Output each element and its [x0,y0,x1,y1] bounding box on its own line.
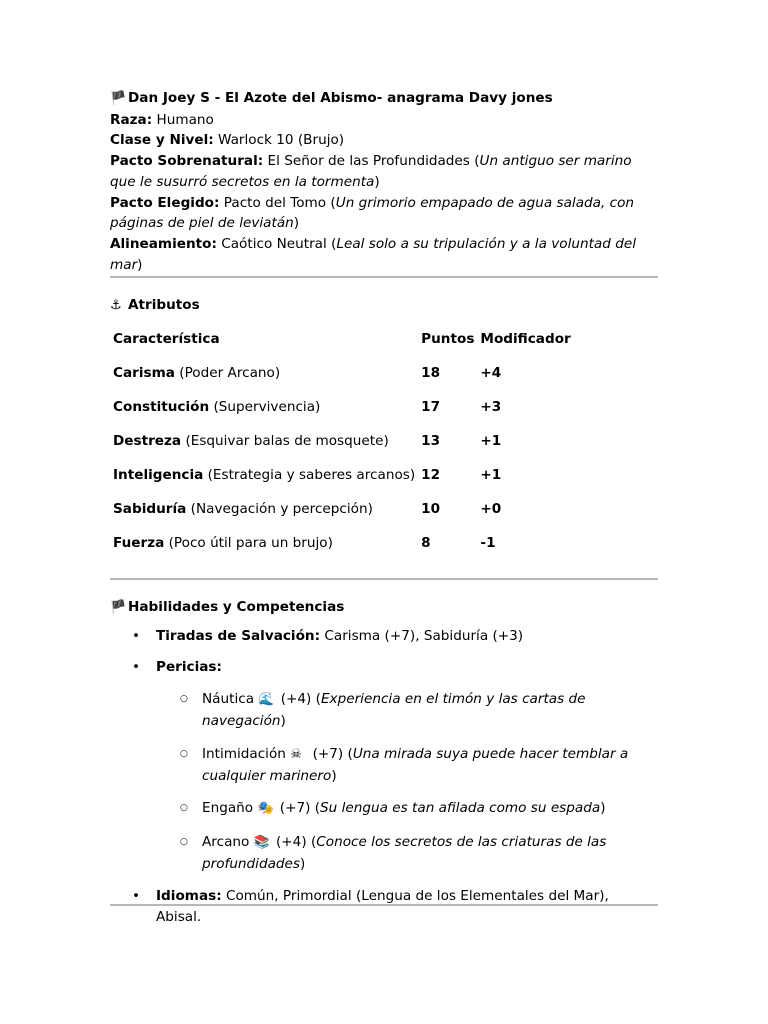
attribute-points: 13 [421,433,441,449]
pericia-name: Arcano [202,833,250,850]
pericia-bonus: (+4) ( [280,691,321,708]
alignment-label: Alineamiento: [110,235,217,252]
list-item [156,798,658,820]
attribute-desc: (Poco útil para un brujo) [168,535,333,551]
pact-value: Pacto del Tomo ( [223,194,336,211]
attribute-cell [110,390,418,424]
attribute-name: Carisma [113,365,175,381]
alignment-line [110,234,658,275]
alignment-value: Caótico Neutral ( [221,235,337,252]
books-icon: 📚 [253,834,270,850]
attribute-cell [110,424,418,458]
pericia-name: Náutica [202,691,255,708]
pirate-flag-icon: 🏴 [110,91,127,106]
divider [110,904,658,906]
pericia-bonus: (+7) ( [312,745,353,762]
table-row [110,356,574,390]
attribute-cell [110,356,418,390]
anchor-icon: ⚓ [110,298,122,313]
attribute-modifier: +0 [480,501,502,517]
class-label: Clase y Nivel: [110,132,214,149]
attribute-name: Fuerza [113,535,165,551]
attribute-desc: (Esquivar balas de mosquete) [185,433,389,449]
pericia-bonus: (+7) ( [279,800,321,817]
patron-line [110,151,658,192]
skull-crossbones-icon: ☠ [290,746,302,762]
table-row [110,526,574,560]
saves-label: Tiradas de Salvación: [156,628,321,644]
table-header-row [110,322,574,356]
divider [110,276,658,278]
masks-icon: 🎭 [257,801,274,817]
pericia-note: Conoce los secretos de las criaturas de las profundidades [202,833,607,872]
attribute-desc: (Navegación y percepción) [190,501,373,517]
character-header [110,88,658,275]
saves-value: Carisma (+7), Sabiduría (+3) [324,628,524,644]
skills-list [110,626,658,938]
alignment-close: ) [137,256,143,273]
attribute-cell [110,526,418,560]
divider [110,578,658,580]
attribute-desc: (Estrategia y saberes arcanos) [207,467,416,483]
skills-title: Habilidades y Competencias [128,599,345,615]
table-row [110,492,574,526]
pact-close: ) [293,215,300,232]
race-line [110,110,658,131]
pericia-close: ) [331,767,337,784]
pericia-name: Engaño [202,800,254,817]
attribute-modifier: +1 [480,467,502,483]
pericia-close: ) [300,855,306,872]
list-item [110,657,658,875]
attribute-points: 8 [421,535,431,551]
patron-close: ) [374,173,380,190]
attribute-modifier: -1 [480,535,496,551]
pericia-note: Su lengua es tan afilada como su espada [320,800,601,817]
attribute-modifier: +3 [480,399,502,415]
class-line [110,130,658,151]
attribute-cell [110,458,418,492]
pericia-close: ) [600,800,606,817]
pact-label: Pacto Elegido: [110,194,220,211]
wave-icon: 🌊 [258,692,275,708]
attribute-points: 18 [421,365,441,381]
attribute-cell [110,492,418,526]
skills-heading [110,597,344,618]
column-header: Modificador [480,331,571,347]
languages-label: Idiomas: [156,888,222,905]
attribute-modifier: +4 [480,365,502,381]
attributes-heading [110,295,200,316]
list-item [156,744,658,786]
attribute-modifier: +1 [480,433,502,449]
pirate-flag-icon: 🏴 [110,600,127,615]
pact-note: Un grimorio empapado de agua salada, con páginas de piel de leviatán [110,194,635,232]
attributes-table [110,322,574,560]
list-item [110,626,658,647]
attribute-name: Destreza [113,433,182,449]
attribute-name: Inteligencia [113,467,204,483]
attribute-name: Constitución [113,399,210,415]
attribute-desc: (Supervivencia) [213,399,321,415]
class-value: Warlock 10 (Brujo) [218,132,345,149]
attribute-points: 17 [421,399,441,415]
languages-value: Común, Primordial (Lengua de los Elementales del Mar), Abisal. [156,888,609,926]
patron-note: Un antiguo ser marino que le susurró secretos en la tormenta [110,153,632,190]
patron-label: Pacto Sobrenatural: [110,153,264,170]
attributes-title: Atributos [128,297,200,313]
list-item [156,832,658,874]
pericia-name: Intimidación [202,745,286,762]
alignment-note: Leal solo a su tripulación y a la voluntad del mar [110,235,636,273]
pericias-list [156,689,658,874]
table-row [110,424,574,458]
pact-line [110,193,658,234]
character-title: Dan Joey S - El Azote del Abismo- anagrama Davy jones [128,90,553,106]
attribute-desc: (Poder Arcano) [179,365,281,381]
attribute-points: 12 [421,467,441,483]
list-item [156,689,658,731]
pericias-label: Pericias: [156,658,222,675]
pericia-close: ) [280,713,286,730]
table-row [110,390,574,424]
race-label: Raza: [110,111,153,128]
pericia-bonus: (+4) ( [275,833,317,850]
list-item [110,886,658,927]
column-header: Puntos [421,331,475,347]
table-row [110,458,574,492]
pericia-note: Experiencia en el timón y las cartas de navegación [202,691,586,730]
character-title-line [110,88,658,110]
patron-value: El Señor de las Profundidades ( [267,153,480,170]
race-value: Humano [156,111,214,128]
attribute-points: 10 [421,501,441,517]
pericia-note: Una mirada suya puede hacer temblar a cualquier marinero [202,745,629,784]
column-header: Característica [113,331,220,347]
attribute-name: Sabiduría [113,501,187,517]
